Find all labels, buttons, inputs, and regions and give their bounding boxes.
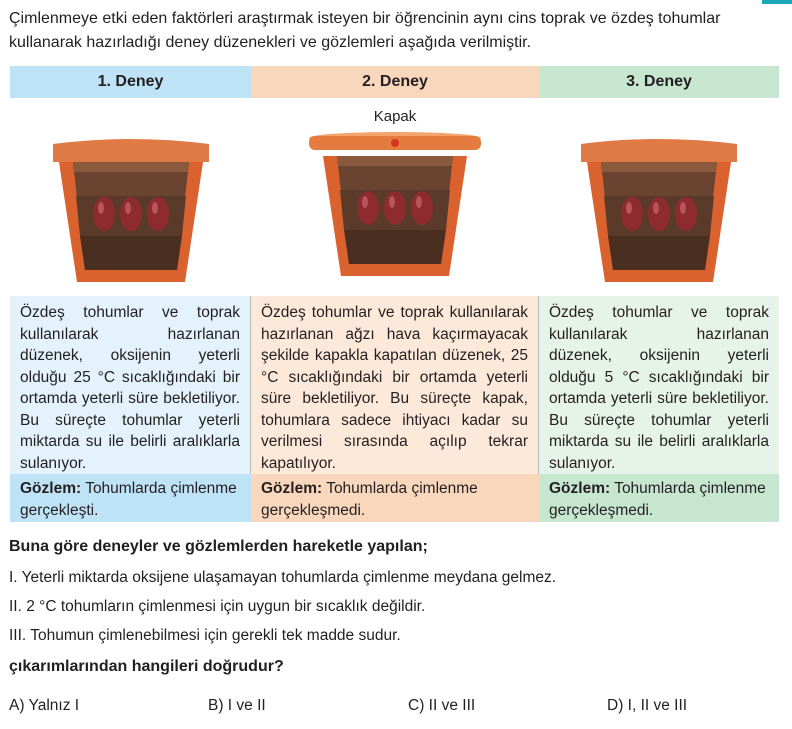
observation-row [10,474,779,522]
bean-seed-icon [120,197,142,231]
observation-label: Gözlem: [261,480,323,497]
experiment-2-title: 2. Deney [251,66,539,98]
question-stem: Buna göre deneyler ve gözlemlerden hareketle yapılan; [9,538,428,555]
bean-seed-icon [648,197,670,231]
experiment-3-observation [539,474,779,522]
experiment-1-observation [10,474,251,522]
statement-1: I. Yeterli miktarda oksijene ulaşamayan tohumlarda çimlenme meydana gelmez. [9,569,557,586]
bean-seed-icon [621,197,643,231]
experiment-1-illustration [10,98,251,296]
option-b[interactable]: B) I ve II [208,697,266,714]
description-row [10,296,779,474]
bean-seed-icon [93,197,115,231]
experiment-table [10,66,779,522]
experiment-1-title: 1. Deney [10,66,251,98]
observation-text: Tohumlarda çimlenme gerçekleşti. [20,480,237,519]
experiment-3-title: 3. Deney [539,66,779,98]
experiment-2-description: Özdeş tohumlar ve toprak kullanılarak hazırlanan ağzı hava kaçırmayacak şekilde kapakla kapatılan düzenek, 25 °C sıcaklığındaki bir ortamda yeterli süre bekletiliyor. Bu süreçte kapak, tohumlara sadece ihtiyacı kadar su verilmesi sırasında açılıp tekrar kapatılıyor. [251,296,539,474]
bean-seed-icon [357,191,379,225]
flower-pot-icon [49,136,213,284]
intro-text: Çimlenmeye etki eden faktörleri araştırmak isteyen bir öğrencinin aynı cins toprak ve özdeş tohumlar kullanarak hazırladığı deney düzenekleri ve gözlemleri aşağıda verilmiştir. [9,10,721,51]
observation-text: Tohumlarda çimlenme gerçekleşmedi. [261,480,478,519]
observation-text: Tohumlarda çimlenme gerçekleşmedi. [549,480,766,519]
observation-label: Gözlem: [20,480,82,497]
bean-seed-icon [384,191,406,225]
option-c[interactable]: C) II ve III [408,697,476,714]
bean-seed-icon [147,197,169,231]
image-row [10,98,779,296]
experiment-2-illustration [251,98,539,296]
experiment-3-description: Özdeş tohumlar ve toprak kullanılarak hazırlanan düzenek, oksijenin yeterli olduğu 5 °C sıcaklığındaki bir ortamda yeterli süre bekletiliyor. Bu süreçte tohumlar yeterli miktarda su ile belirli aralıklarla sulanıyor. [539,296,779,474]
bean-seed-icon [675,197,697,231]
flower-pot-icon [305,130,485,278]
experiment-2-observation [251,474,539,522]
statement-3: III. Tohumun çimlenebilmesi için gerekli tek madde sudur. [9,627,401,644]
experiment-1-description: Özdeş tohumlar ve toprak kullanılarak hazırlanan düzenek, oksijenin yeterli olduğu 25 °C sıcaklığındaki bir ortamda yeterli süre bekletiliyor. Bu süreçte tohumlar yeterli miktarda su ile belirli aralıklarla sulanıyor. [10,296,251,474]
bean-seed-icon [411,191,433,225]
flower-pot-icon [577,136,741,284]
corner-accent [762,0,792,4]
lid-label: Kapak [373,108,417,125]
statement-2: II. 2 °C tohumların çimlenmesi için uygun bir sıcaklık değildir. [9,598,426,615]
experiment-3-illustration [539,98,779,296]
observation-label: Gözlem: [549,480,611,497]
option-d[interactable]: D) I, II ve III [607,697,688,714]
option-a[interactable]: A) Yalnız I [9,697,80,714]
question-prompt: çıkarımlarından hangileri doğrudur? [9,658,284,675]
header-row [10,66,779,98]
